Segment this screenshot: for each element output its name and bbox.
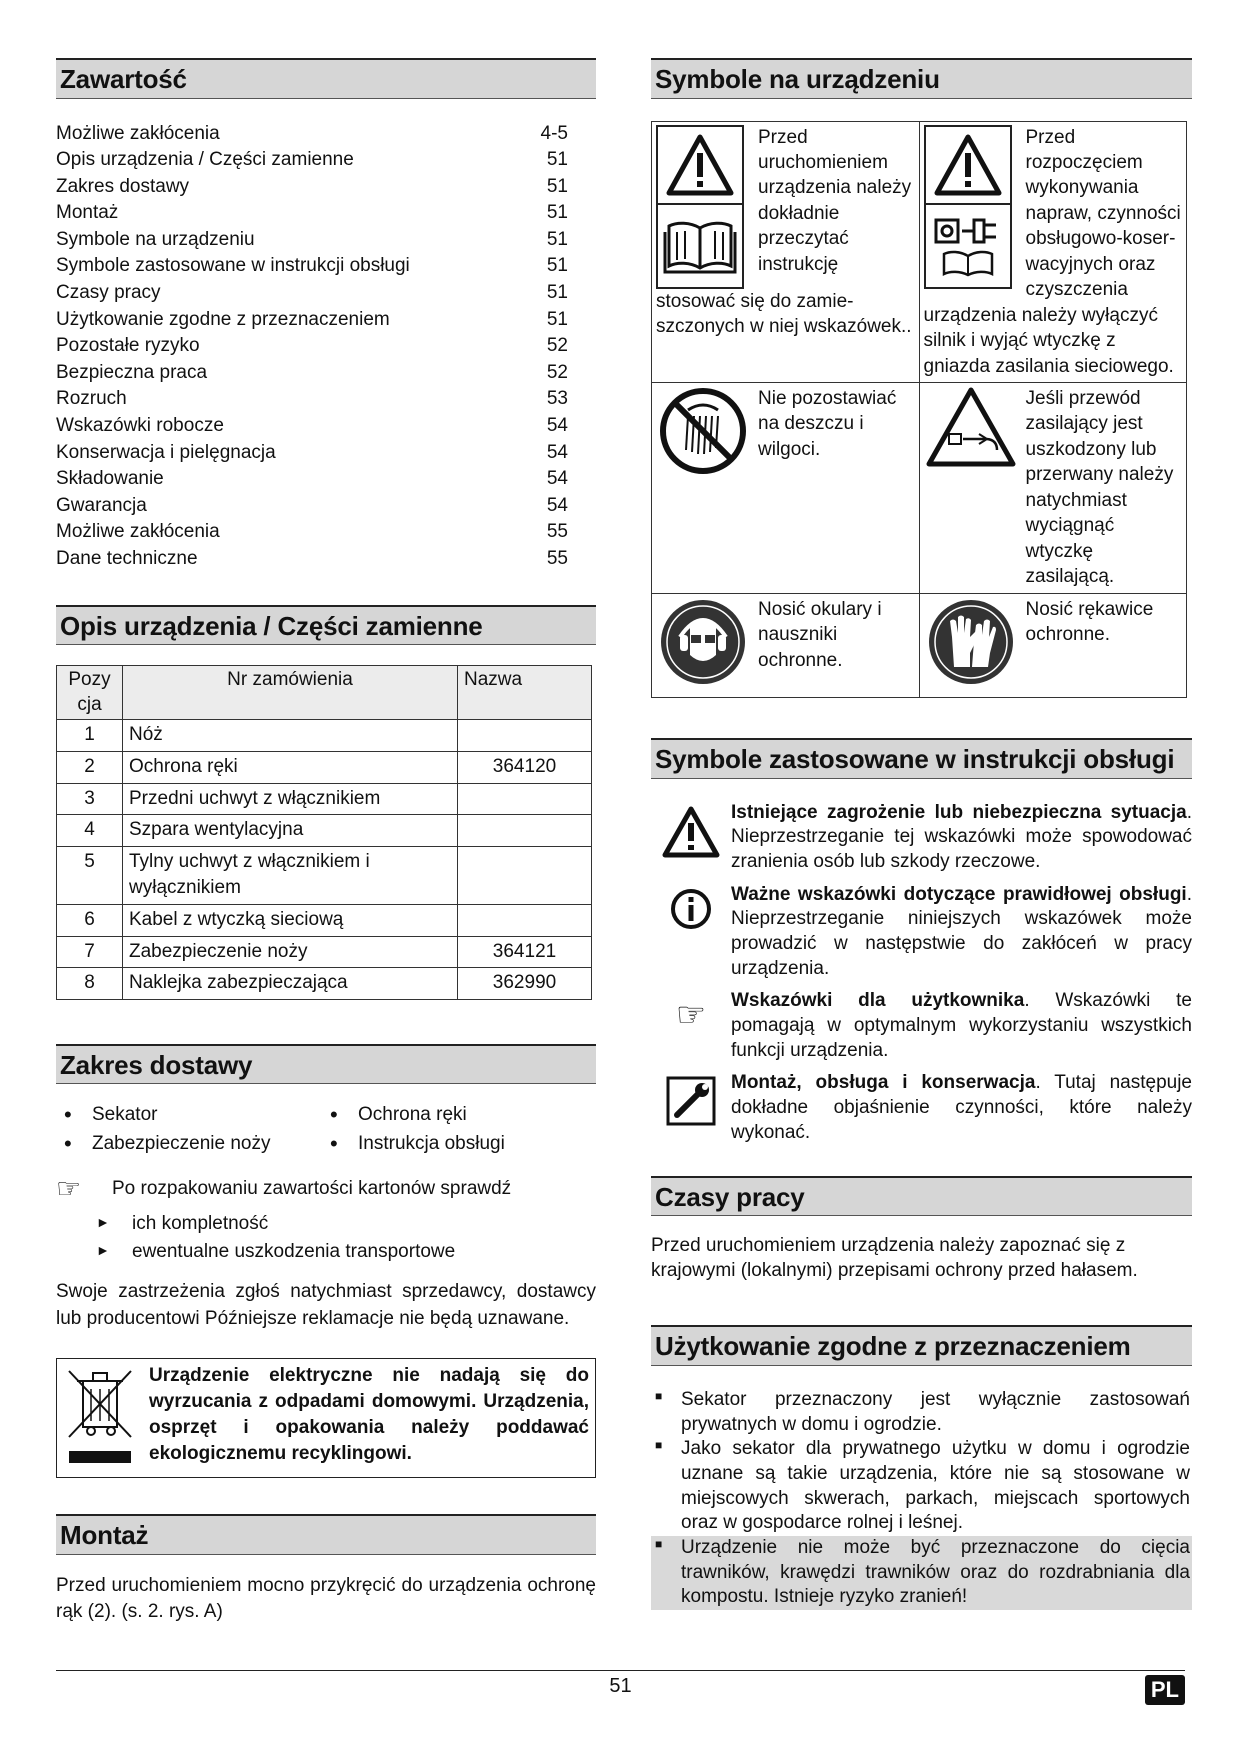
manual-symbols-list (651, 801, 1192, 1146)
list-item: • Ochrona ręki (330, 1102, 596, 1131)
device-symbols-table (651, 121, 1187, 699)
symbol-cell-damaged-cable: Jeśli przewód zasilający jest uszkodzony lub przerwany należy natychmiast wyciągnąć wtyczkę zasilającą. (919, 383, 1187, 594)
toc-row[interactable]: Montaż 51 (56, 202, 568, 224)
right-column (651, 58, 1192, 1610)
table-row: 1 Nóż (57, 720, 592, 752)
toc-row[interactable]: Możliwe zakłócenia 55 (56, 521, 568, 543)
symbol-cell-gloves: Nosić rękawice ochronne. (919, 593, 1187, 697)
toc-row[interactable]: Czasy pracy 51 (56, 282, 568, 304)
warning-triangle-icon (924, 125, 1012, 205)
symbol-cell-disconnect: Przed rozpoczęciem wykonywania napraw, czynności obsługowo-koser-wacyjnych oraz czyszczenia urządzenia należy wyłączyć silnik i wyjąć wtyczkę z gniazda zasilania sieciowego. (919, 121, 1187, 383)
list-item: • Zabezpieczenie noży (64, 1131, 330, 1160)
toc-row[interactable]: Użytkowanie zgodne z przeznaczeniem 51 (56, 308, 568, 330)
list-item: • Instrukcja obsługi (330, 1131, 596, 1160)
table-row: 8 Naklejka zabezpieczająca 362990 (57, 968, 592, 1000)
table-row: 4 Szpara wentylacyjna (57, 815, 592, 847)
symbol-cell-read-manual: Przed uruchomieniem urządzenia należy dokładnie przeczytać instrukcję stosować się do zamie-szczonych w niej wskazówek.. (652, 121, 920, 383)
toc-row[interactable]: Pozostałe ryzyko 52 (56, 335, 568, 357)
toc-row[interactable]: Dane techniczne 55 (56, 548, 568, 569)
wrench-icon (651, 1071, 731, 1145)
table-header-row (57, 666, 592, 720)
symbol-cell-no-rain: Nie pozostawiać na deszczu i wilgoci. (652, 383, 920, 594)
assembly-text: Przed uruchomieniem mocno przykręcić do urządzenia ochronę rąk (2). (s. 2. rys. A) (56, 1574, 596, 1623)
toc-row[interactable]: Gwarancja 54 (56, 494, 568, 516)
work-times-heading: Czasy pracy (651, 1176, 1192, 1217)
toc-row[interactable]: Rozruch 53 (56, 388, 568, 410)
toc-row[interactable]: Możliwe zakłócenia 4-5 (56, 122, 568, 144)
toc-row[interactable]: Opis urządzenia / Części zamienne 51 (56, 149, 568, 171)
table-row: 5 Tylny uchwyt z włącznikiem i wyłącznikiem (57, 846, 592, 904)
intended-use-list (651, 1388, 1192, 1610)
device-symbols-heading: Symbole na urządzeniu (651, 58, 1192, 99)
toc-row[interactable]: Symbole na urządzeniu 51 (56, 228, 568, 250)
page-number: 51 (609, 1675, 632, 1697)
toc-row[interactable]: Bezpieczna praca 52 (56, 361, 568, 383)
toc-row[interactable]: Konserwacja i pielęgnacja 54 (56, 441, 568, 463)
toc-row[interactable]: Składowanie 54 (56, 468, 568, 490)
table-of-contents (56, 121, 568, 573)
left-column (56, 58, 596, 1626)
list-item: Istniejące zagrożenie lub niebezpieczna sytuacja. Nieprzestrzeganie tej wskazówki może spowodować zranienia osób lub szkody rzeczowe. (651, 801, 1192, 875)
recycling-text: Urządzenie elektryczne nie nadają się do wyrzucania z odpadami domowymi. Urządzenia, osprzęt i opakowania należy poddawać ekologicznemu recyklingowi. (149, 1365, 589, 1465)
list-item: Ważne wskazówki dotyczące prawidłowej obsługi. Nieprzestrzeganie niniejszych wskazówek może prowadzić w następstwie do zakłóceń w pracy urządzenia. (651, 883, 1192, 982)
gloves-icon (926, 597, 1016, 694)
table-row: 7 Zabezpieczenie noży 364121 (57, 936, 592, 968)
damaged-cable-warning-icon (925, 386, 1017, 590)
list-item: ■ Jako sekator dla prywatnego użytku w domu i ogrodzie uznane są takie urządzenia, które nie są stosowane w miejscowych skwerach, parkach, miejscach sportowych oraz w gospodarce rolnej i leśnej. (651, 1437, 1192, 1536)
list-item: ► ewentualne uszkodzenia transportowe (96, 1239, 596, 1267)
assembly-heading: Montaż (56, 1514, 596, 1555)
contents-heading: Zawartość (56, 58, 596, 99)
toc-row[interactable]: Symbole zastosowane w instrukcji obsługi 51 (56, 255, 568, 277)
list-item: • Sekator (64, 1102, 330, 1131)
warning-triangle-icon (656, 125, 744, 205)
pos-header: Pozy cja (57, 666, 123, 720)
order-header: Nr zamówienia (123, 666, 458, 720)
crossed-bin-icon (61, 1363, 139, 1471)
claims-paragraph: Swoje zastrzeżenia zgłoś natychmiast sprzedawcy, dostawcy lub producentowi Późniejsze reklamacje nie będą uznawane. (56, 1280, 596, 1329)
list-item: ☞ Wskazówki dla użytkownika. Wskazówki te pomagają w optymalnym wykorzystaniu wszystkich funkcji urządzenia. (651, 989, 1192, 1063)
name-header: Nazwa (458, 666, 592, 720)
table-row: 3 Przedni uchwyt z włącznikiem (57, 783, 592, 815)
check-list (96, 1211, 596, 1267)
unpack-hint: ☞ Po rozpakowaniu zawartości kartonów sprawdź (56, 1173, 512, 1205)
pointing-hand-icon: ☞ (56, 1173, 82, 1205)
toc-row[interactable]: Wskazówki robocze 54 (56, 415, 568, 437)
delivery-heading: Zakres dostawy (56, 1044, 596, 1085)
manual-symbols-heading: Symbole zastosowane w instrukcji obsługi (651, 738, 1192, 779)
list-item: Montaż, obsługa i konserwacja. Tutaj następuje dokładne objaśnienie czynności, które należy wykonać. (651, 1071, 1192, 1145)
delivery-list (56, 1102, 596, 1160)
unplug-book-icon (924, 205, 1012, 289)
info-icon (651, 883, 731, 982)
language-badge: PL (1145, 1675, 1185, 1705)
no-rain-icon (658, 386, 748, 483)
table-row: 6 Kabel z wtyczką sieciową (57, 905, 592, 937)
intended-use-heading: Użytkowanie zgodne z przeznaczeniem (651, 1325, 1192, 1366)
toc-row[interactable]: Zakres dostawy 51 (56, 175, 568, 197)
parts-table (56, 665, 592, 1000)
parts-heading: Opis urządzenia / Części zamienne (56, 605, 596, 646)
warning-triangle-icon (651, 801, 731, 875)
pointing-hand-icon: ☞ (675, 996, 707, 1035)
recycling-notice (56, 1358, 596, 1478)
list-item: ■ Urządzenie nie może być przeznaczone do cięcia trawników, krawędzi trawników oraz do rozdrabniania dla kompostu. Istnieje ryzyko zranień! (651, 1536, 1192, 1610)
list-item: ► ich kompletność (96, 1211, 596, 1239)
list-item: ■ Sekator przeznaczony jest wyłącznie zastosowań prywatnych w domu i ogrodzie. (651, 1388, 1192, 1437)
goggles-ear-protection-icon (658, 597, 748, 694)
work-times-text: Przed uruchomieniem urządzenia należy zapoznać się z krajowymi (lokalnymi) przepisami ochrony przed hałasem. (651, 1235, 1138, 1281)
table-row: 2 Ochrona ręki 364120 (57, 752, 592, 784)
open-book-icon (656, 205, 744, 289)
symbol-cell-goggles: Nosić okulary i nauszniki ochronne. (652, 593, 920, 697)
footer-divider (56, 1670, 1185, 1671)
